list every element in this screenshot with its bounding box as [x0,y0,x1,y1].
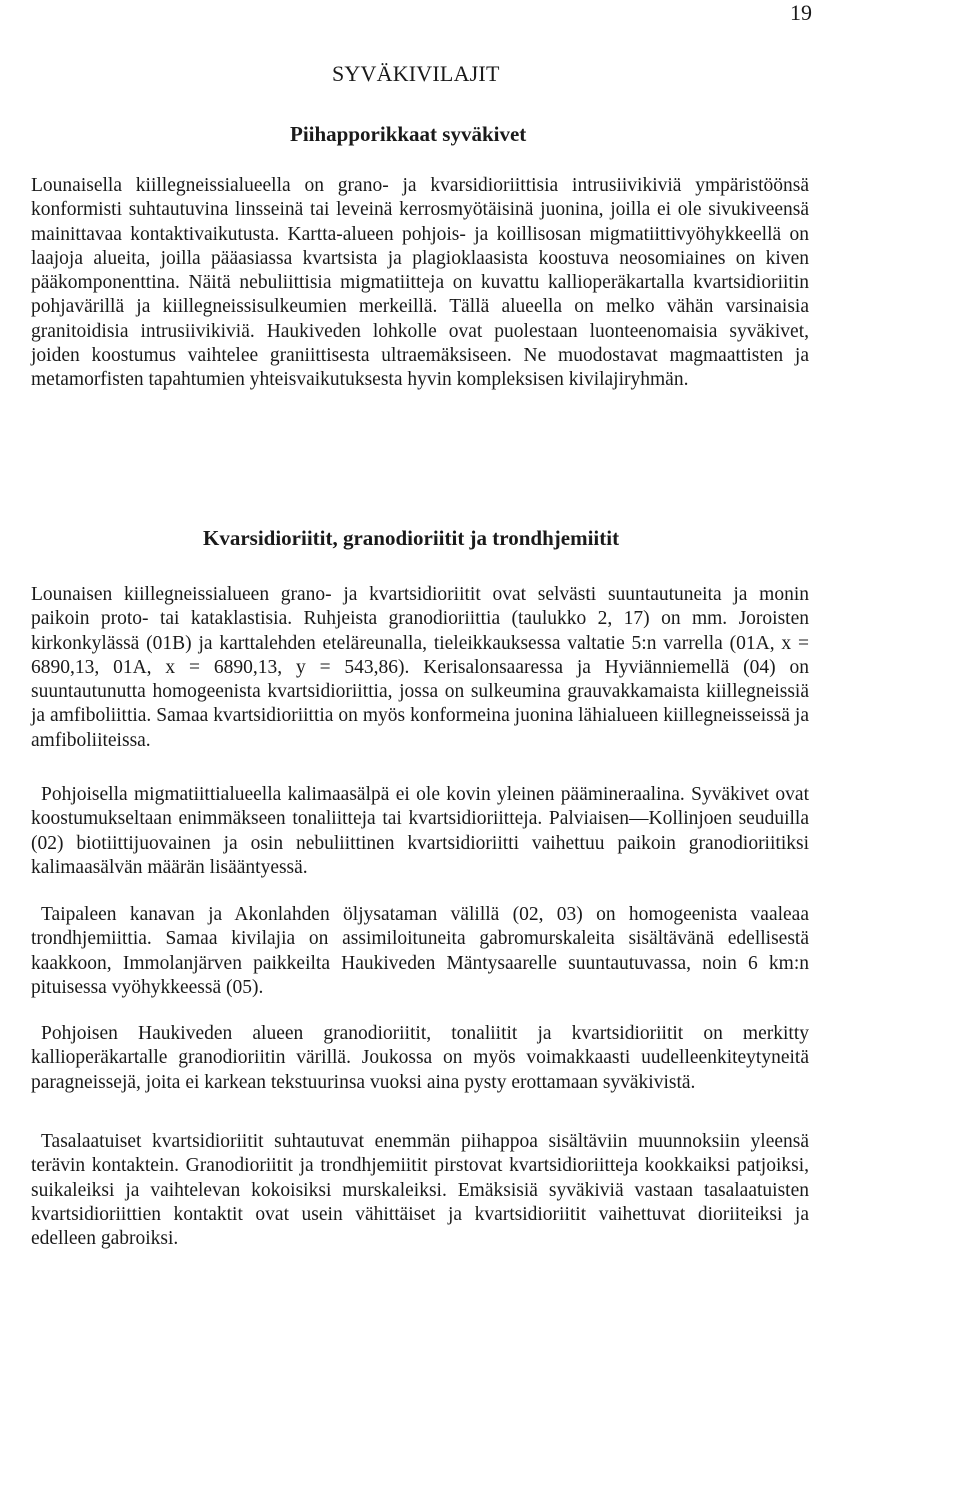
paragraph: Pohjoisella migmatiittialueella kalimaasälpä ei ole kovin yleinen päämineraalina. Syväkivet ovat koostumukseltaan enimmäkseen tonaliitteja tai kvartsidioriitteja. Palviaisen—Kollinjoen seuduilla (02) biotiittijuovainen ja osin nebuliittinen kvartsidioriitti vaihettuu paikoin granodioriitiksi kalimaasälvän määrän lisääntyessä. [31,784,809,878]
paragraph: Lounaisen kiillegneissialueen grano- ja kvartsidioriitit ovat selvästi suuntautuneita ja monin paikoin proto- tai kataklastisia. Ruhjeista granodioriittia (taulukko 2, 17) on mm. Joroisten kirkonkylässä (01B) ja karttalehden eteläreunalla, tieleikkauksessa valtatie 5:n varrella (01A, x = 6890,13, 01A, x = 6890,13, y = 543,86). Kerisalonsaaressa ja Hyviänniemellä (04) on suuntautunutta homogeenista kvartsidioriittia, jossa on sulkeumina grauvakkamaista kiillegneissiä ja amfiboliittia. Samaa kvartsidioriittia on myös konformeina juonina lähialueen kiillegneisseissä ja amfiboliiteissa. [31,584,809,751]
chapter-title: SYVÄKIVILAJIT [332,61,500,86]
section-heading-kvarsidioriitit: Kvarsidioriitit, granodioriitit ja trondhjemiitit [203,526,620,550]
paragraph: Pohjoisen Haukiveden alueen granodioriitit, tonaliitit ja kvartsidioriitit on merkitty kallioperäkartalle granodioriitin värillä. Joukossa on myös voimakkaasti uudelleenkiteytyneitä paragneissejä, joita ei karkean tekstuurinsa vuoksi aina pysty erottamaan syväkivistä. [31,1023,809,1093]
page-number: 19 [790,0,812,25]
paragraph: Taipaleen kanavan ja Akonlahden öljysataman välillä (02, 03) on homogeenista vaaleaa trondhjemiittia. Samaa kivilajia on assimiloituneita gabromurskaleita sisältävänä edellisestä kaakkoon, Immolanjärven paikkeilta Haukiveden Mäntysaarelle suuntautuvassa, noin 6 km:n pituisessa vyöhykkeessä (05). [31,904,809,998]
paragraph: Lounaisella kiillegneissialueella on grano- ja kvarsidioriittisia intrusiivikiviä ympäristöönsä konformisti suhtautuvina linsseinä tai leveinä kerrosmyötäisinä juonina, joilla ei ole sivukiveensä mainittavaa kontaktivaikutusta. Kartta-alueen pohjois- ja koillisosan migmatiittivyöhykkeellä on laajoja alueita, joilla pääasiassa kvartsista ja plagioklaasista koostuva neosomiaines on kiven pääkomponenttina. Näitä nebuliittisia migmatiitteja on kuvattu kallioperäkartalla kvartsidioriitin pohjavärillä ja kiillegneissisulkeumien merkeillä. Tällä alueella on melko vähän varsinaisia granitoidisia intrusiivikiviä. Haukiveden lohkolle ovat puolestaan luonteenomaisia syväkivet, joiden koostumus vaihtelee graniittisesta ultraemäksiseen. Ne muodostavat magmaattisten ja metamorfisten tapahtumien yhteisvaikutuksesta hyvin kompleksisen kivilajiryhmän. [31,175,809,391]
section-heading-piihapporikkaat: Piihapporikkaat syväkivet [290,122,527,146]
paragraph: Tasalaatuiset kvartsidioriitit suhtautuvat enemmän piihappoa sisältäviin muunnoksiin yleensä terävin kontaktein. Granodioriitit ja trondhjemiitit pirstovat kvartsidioriitteja kookkaiksi patjoiksi, suikaleiksi ja vaihtelevan kokoisiksi murskaleiksi. Emäksisiä syväkiviä vastaan tasalaatuisten kvartsidioriittien kontaktit ovat usein vähittäiset ja kvartsidioriitit vaihettuvat dioriiteiksi ja edelleen gabroiksi. [31,1131,809,1250]
